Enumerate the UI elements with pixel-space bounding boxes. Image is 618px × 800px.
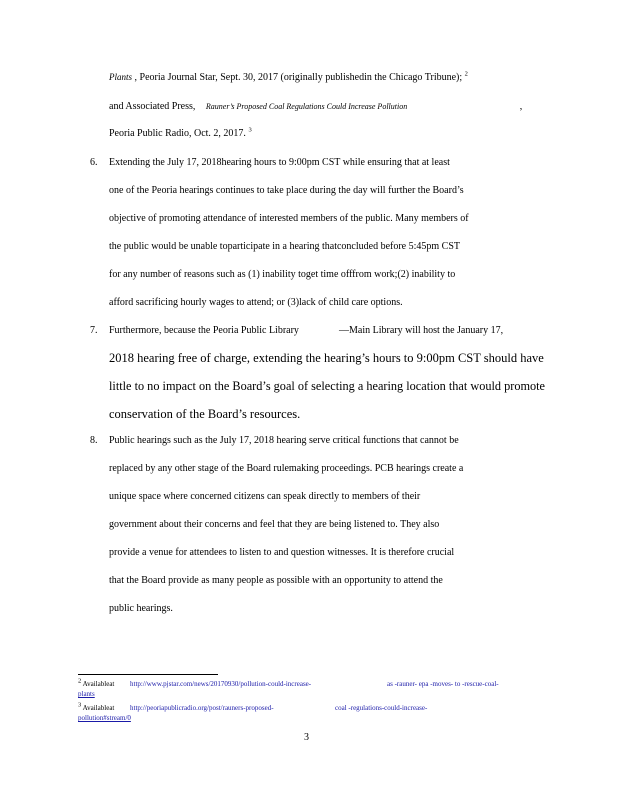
citation-comma: , <box>519 101 523 112</box>
footnote-3 <box>78 701 115 713</box>
footnote-divider <box>78 674 218 675</box>
footnote-3-link-part-2[interactable]: coal -regulations-could-increase- <box>335 704 428 712</box>
para-8-line: government about their concerns and feel that they are being listened to. They also <box>109 519 440 530</box>
para-6-number: 6. <box>90 157 98 168</box>
para-6-line: objective of promoting attendance of interested members of the public. Many members of <box>109 213 469 224</box>
para-8-line: public hearings. <box>109 603 173 614</box>
footnote-3-label: Availableat <box>82 704 115 712</box>
citation-line-1 <box>109 71 468 84</box>
citation-source-1: , Peoria Journal Star, Sept. 30, 2017 (originally publishedin the Chicago Tribune); <box>134 72 463 83</box>
page-number: 3 <box>304 732 309 743</box>
para-8-number: 8. <box>90 435 98 446</box>
citation-line-2 <box>109 101 522 113</box>
para-6-line: afford sacrificing hourly wages to attend; or (3)lack of child care options. <box>109 297 403 308</box>
footnote-2-link-part-1[interactable]: http://www.pjstar.com/news/20170930/pollution-could-increase- <box>130 680 312 688</box>
para-7-line: conservation of the Board’s resources. <box>109 407 301 421</box>
para-6-line: for any number of reasons such as (1) inability toget time offfrom work;(2) inability to <box>109 269 456 280</box>
footnote-2-link-part-3[interactable]: plants <box>78 690 95 698</box>
footnote-3-link-part-3[interactable]: pollution#stream/0 <box>78 714 131 722</box>
para-8-line: replaced by any other stage of the Board rulemaking proceedings. PCB hearings create a <box>109 463 464 474</box>
para-6-line: one of the Peoria hearings continues to take place during the day will further the Board’s <box>109 185 464 196</box>
footnote-ref-3: 3 <box>248 126 252 134</box>
para-7-line-1b: —Main Library will host the January 17, <box>339 325 504 336</box>
para-7-line-1a: Furthermore, because the Peoria Public Library <box>109 325 299 336</box>
footnote-2-label: Availableat <box>82 680 115 688</box>
para-7-line: little to no impact on the Board’s goal of selecting a hearing location that would promote <box>109 379 546 393</box>
para-8-line: that the Board provide as many people as possible with an opportunity to attend the <box>109 575 443 586</box>
footnote-2-link-part-2[interactable]: as -rauner- epa -moves- to -rescue-coal- <box>387 680 499 688</box>
citation-associated-press: and Associated Press, <box>109 101 196 112</box>
citation-title-plants: Plants <box>109 72 133 82</box>
citation-title-rauner: Rauner’s Proposed Coal Regulations Could Increase Pollution <box>205 102 408 111</box>
para-7-number: 7. <box>90 325 98 336</box>
para-8-line: Public hearings such as the July 17, 2018 hearing serve critical functions that cannot be <box>109 435 459 446</box>
footnote-2-marker: 2 <box>78 677 82 685</box>
para-6-line: the public would be unable toparticipate in a hearing thatconcluded before 5:45pm CST <box>109 241 461 252</box>
footnote-3-marker: 3 <box>78 701 82 709</box>
para-8-line: provide a venue for attendees to listen to and question witnesses. It is therefore crucial <box>109 547 455 558</box>
footnote-ref-2: 2 <box>464 70 468 78</box>
para-7-line: 2018 hearing free of charge, extending the hearing’s hours to 9:00pm CST should have <box>109 351 544 365</box>
citation-line-3 <box>109 128 252 140</box>
citation-source-2: Peoria Public Radio, Oct. 2, 2017. <box>109 128 246 139</box>
footnote-2 <box>78 677 115 689</box>
footnote-3-link-part-1[interactable]: http://peoriapublicradio.org/post/rauners-proposed- <box>130 704 274 712</box>
para-6-line: Extending the July 17, 2018hearing hours to 9:00pm CST while ensuring that at least <box>109 157 450 168</box>
para-8-line: unique space where concerned citizens can speak directly to members of their <box>109 491 421 502</box>
